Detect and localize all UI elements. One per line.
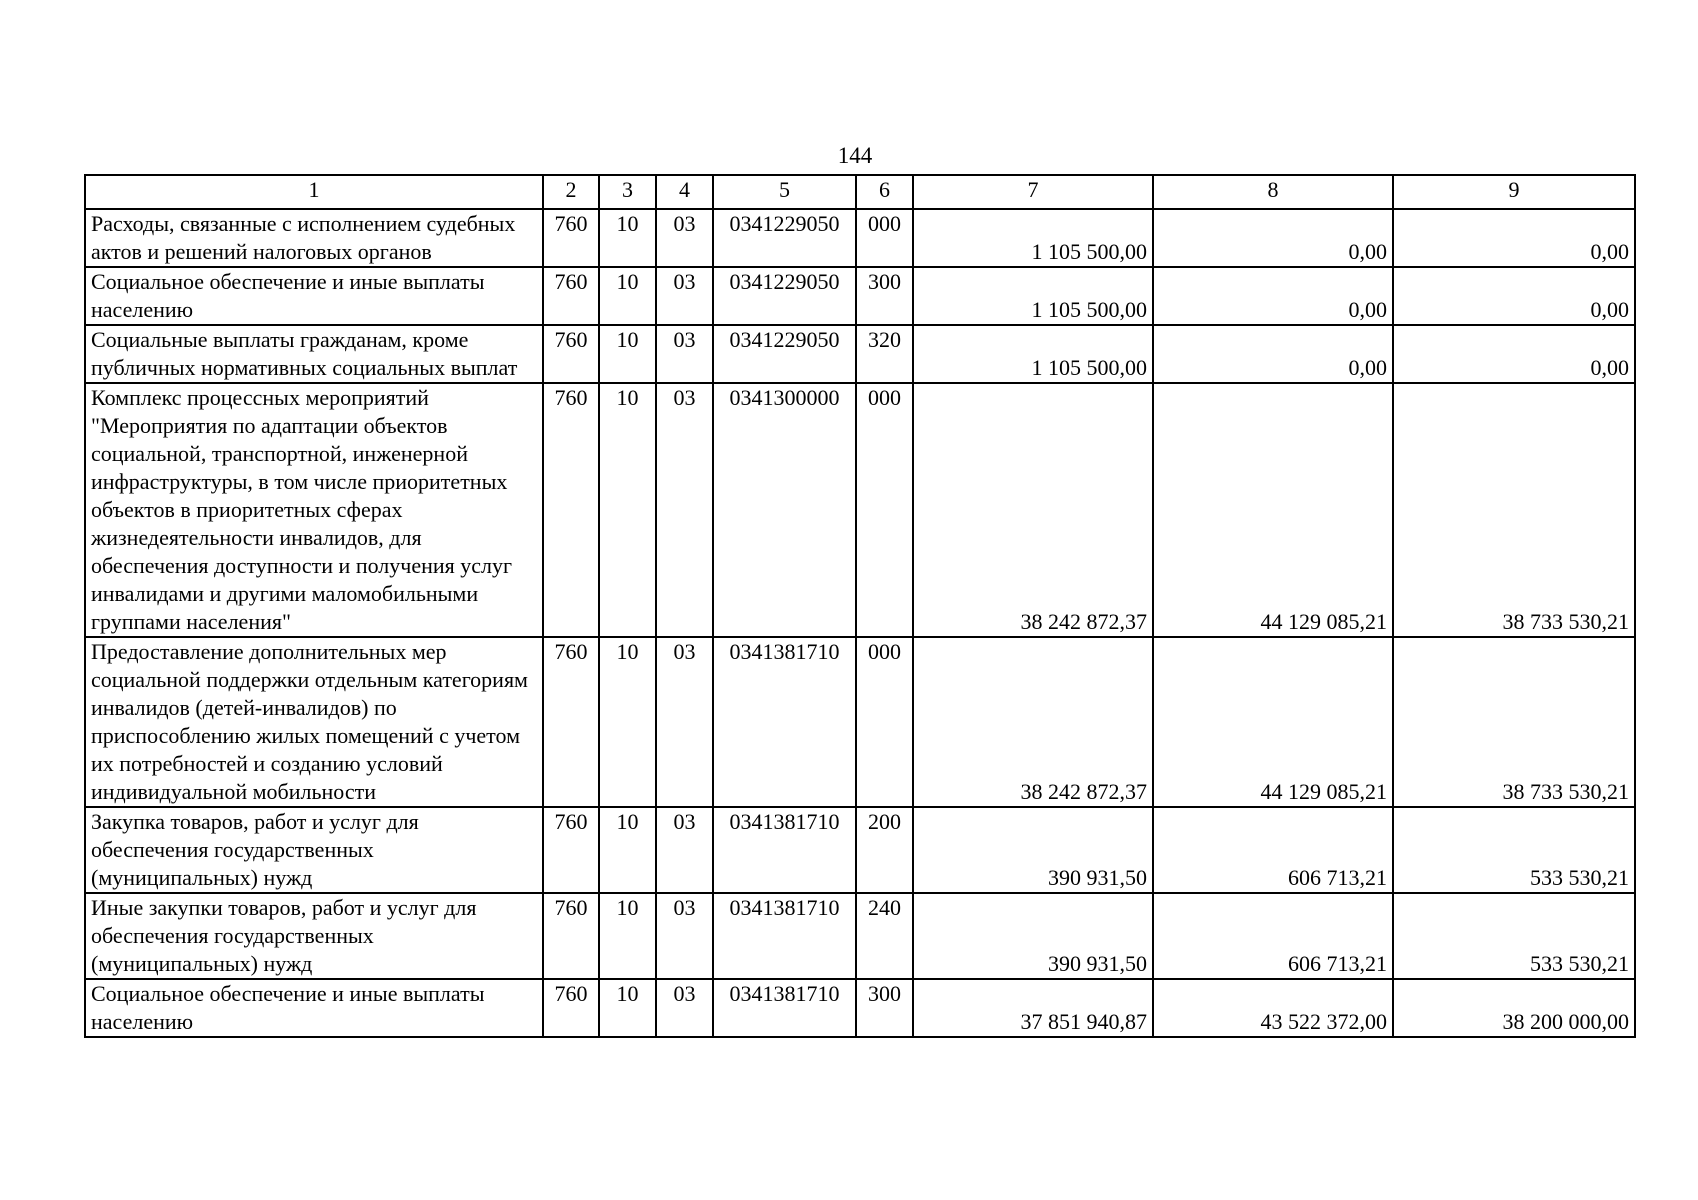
cell-col-5: 0341229050 <box>713 267 856 325</box>
header-col-9: 9 <box>1393 175 1635 209</box>
header-col-5: 5 <box>713 175 856 209</box>
cell-col-6: 320 <box>856 325 913 383</box>
cell-col-7: 390 931,50 <box>913 807 1153 893</box>
cell-col-6: 000 <box>856 637 913 807</box>
cell-col-5: 0341381710 <box>713 807 856 893</box>
cell-col-2: 760 <box>543 893 599 979</box>
cell-col-6: 300 <box>856 267 913 325</box>
header-col-4: 4 <box>656 175 713 209</box>
cell-col-7: 1 105 500,00 <box>913 325 1153 383</box>
row-name: Социальное обеспечение и иные выплаты населению <box>85 267 543 325</box>
cell-col-9: 533 530,21 <box>1393 807 1635 893</box>
header-col-1: 1 <box>85 175 543 209</box>
cell-col-7: 38 242 872,37 <box>913 637 1153 807</box>
cell-col-3: 10 <box>599 209 656 267</box>
page-number: 144 <box>837 143 873 168</box>
cell-col-9: 0,00 <box>1393 267 1635 325</box>
cell-col-8: 0,00 <box>1153 267 1393 325</box>
cell-col-6: 000 <box>856 209 913 267</box>
cell-col-2: 760 <box>543 979 599 1037</box>
cell-col-5: 0341300000 <box>713 383 856 637</box>
table-row <box>85 807 1635 893</box>
cell-col-5: 0341229050 <box>713 325 856 383</box>
cell-col-9: 0,00 <box>1393 209 1635 267</box>
row-name: Предоставление дополнительных мер социальной поддержки отдельным категориям инвалидов (детей-инвалидов) по приспособлению жилых помещений с учетом их потребностей и созданию условий индивидуальной мобильности <box>85 637 543 807</box>
cell-col-3: 10 <box>599 893 656 979</box>
row-name: Социальное обеспечение и иные выплаты населению <box>85 979 543 1037</box>
table-row <box>85 893 1635 979</box>
row-name: Комплекс процессных мероприятий "Мероприятия по адаптации объектов социальной, транспортной, инженерной инфраструктуры, в том числе приоритетных объектов в приоритетных сферах жизнедеятельности инвалидов, для обеспечения доступности и получения услуг инвалидами и другими маломобильными группами населения" <box>85 383 543 637</box>
header-col-8: 8 <box>1153 175 1393 209</box>
cell-col-2: 760 <box>543 807 599 893</box>
row-name: Закупка товаров, работ и услуг для обеспечения государственных (муниципальных) нужд <box>85 807 543 893</box>
cell-col-9: 38 733 530,21 <box>1393 637 1635 807</box>
cell-col-4: 03 <box>656 267 713 325</box>
row-name: Социальные выплаты гражданам, кроме публичных нормативных социальных выплат <box>85 325 543 383</box>
header-col-2: 2 <box>543 175 599 209</box>
cell-col-3: 10 <box>599 383 656 637</box>
table-row <box>85 383 1635 637</box>
table-row <box>85 267 1635 325</box>
cell-col-8: 44 129 085,21 <box>1153 637 1393 807</box>
table-row <box>85 209 1635 267</box>
row-name: Расходы, связанные с исполнением судебных актов и решений налоговых органов <box>85 209 543 267</box>
cell-col-3: 10 <box>599 325 656 383</box>
cell-col-9: 38 733 530,21 <box>1393 383 1635 637</box>
cell-col-7: 1 105 500,00 <box>913 209 1153 267</box>
cell-col-9: 533 530,21 <box>1393 893 1635 979</box>
cell-col-3: 10 <box>599 979 656 1037</box>
cell-col-8: 606 713,21 <box>1153 807 1393 893</box>
cell-col-8: 44 129 085,21 <box>1153 383 1393 637</box>
cell-col-2: 760 <box>543 637 599 807</box>
cell-col-7: 38 242 872,37 <box>913 383 1153 637</box>
cell-col-3: 10 <box>599 637 656 807</box>
cell-col-4: 03 <box>656 209 713 267</box>
cell-col-8: 606 713,21 <box>1153 893 1393 979</box>
header-col-6: 6 <box>856 175 913 209</box>
budget-table <box>84 174 1636 1038</box>
cell-col-4: 03 <box>656 325 713 383</box>
cell-col-5: 0341229050 <box>713 209 856 267</box>
cell-col-8: 43 522 372,00 <box>1153 979 1393 1037</box>
cell-col-5: 0341381710 <box>713 979 856 1037</box>
cell-col-3: 10 <box>599 267 656 325</box>
cell-col-2: 760 <box>543 325 599 383</box>
cell-col-8: 0,00 <box>1153 325 1393 383</box>
table-body <box>85 209 1635 1037</box>
header-col-3: 3 <box>599 175 656 209</box>
cell-col-6: 300 <box>856 979 913 1037</box>
cell-col-7: 37 851 940,87 <box>913 979 1153 1037</box>
table-header <box>85 175 1635 209</box>
table-row <box>85 979 1635 1037</box>
header-col-7: 7 <box>913 175 1153 209</box>
cell-col-4: 03 <box>656 893 713 979</box>
header-row <box>85 175 1635 209</box>
cell-col-4: 03 <box>656 637 713 807</box>
cell-col-2: 760 <box>543 383 599 637</box>
cell-col-5: 0341381710 <box>713 637 856 807</box>
table-row <box>85 325 1635 383</box>
cell-col-5: 0341381710 <box>713 893 856 979</box>
cell-col-9: 0,00 <box>1393 325 1635 383</box>
cell-col-4: 03 <box>656 979 713 1037</box>
cell-col-7: 1 105 500,00 <box>913 267 1153 325</box>
cell-col-6: 200 <box>856 807 913 893</box>
cell-col-8: 0,00 <box>1153 209 1393 267</box>
table-row <box>85 637 1635 807</box>
cell-col-6: 000 <box>856 383 913 637</box>
row-name: Иные закупки товаров, работ и услуг для обеспечения государственных (муниципальных) нужд <box>85 893 543 979</box>
cell-col-9: 38 200 000,00 <box>1393 979 1635 1037</box>
cell-col-4: 03 <box>656 807 713 893</box>
cell-col-3: 10 <box>599 807 656 893</box>
cell-col-4: 03 <box>656 383 713 637</box>
cell-col-2: 760 <box>543 267 599 325</box>
cell-col-6: 240 <box>856 893 913 979</box>
cell-col-7: 390 931,50 <box>913 893 1153 979</box>
cell-col-2: 760 <box>543 209 599 267</box>
